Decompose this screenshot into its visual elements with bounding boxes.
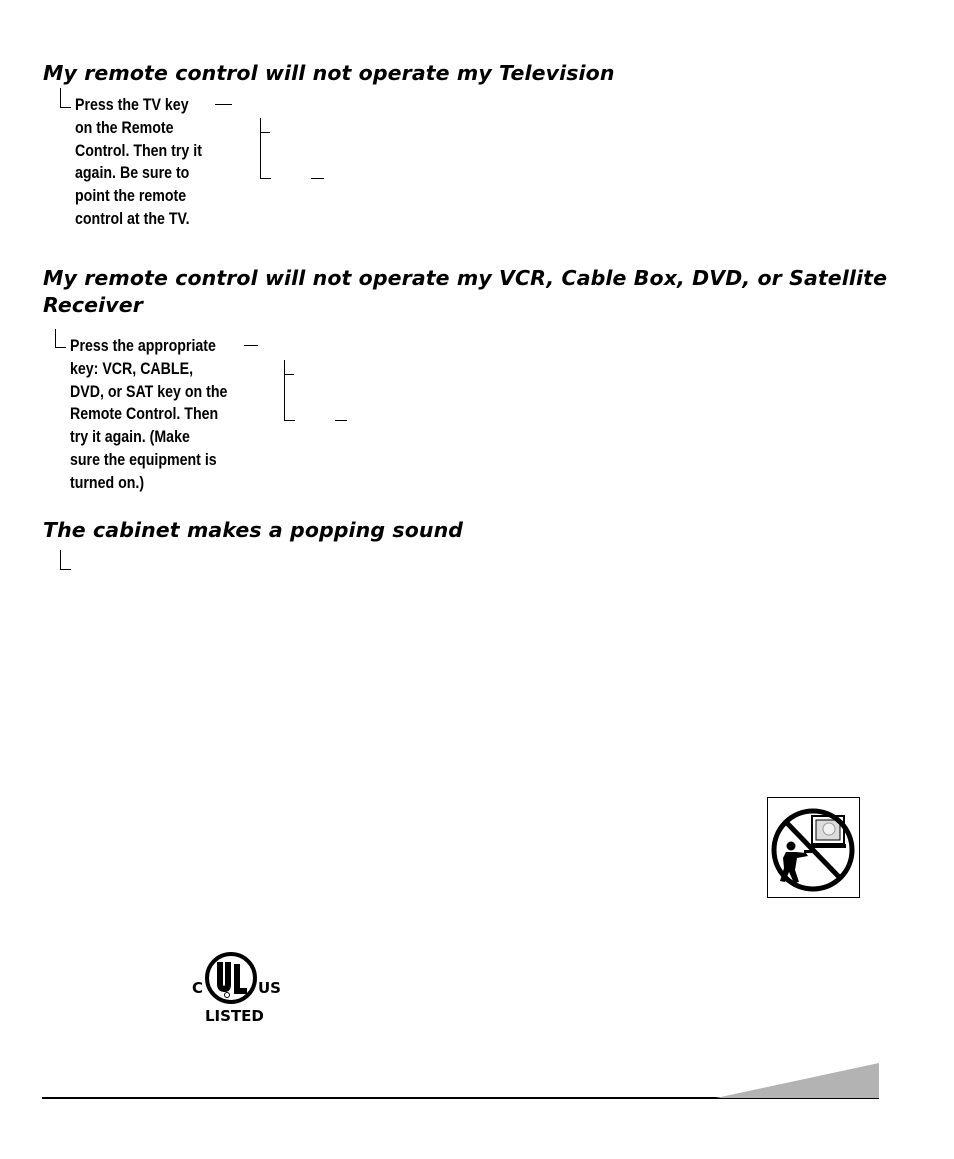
ul-logo-c: C: [192, 979, 204, 997]
flow-connector: [335, 420, 347, 421]
flow-branch-line: [260, 118, 261, 178]
flow-connector: [244, 345, 258, 346]
flow-connector: [311, 178, 324, 179]
section-heading-tv-remote: My remote control will not operate my Television: [43, 61, 615, 85]
no-child-climbing-tv-icon: [767, 797, 860, 898]
flow-bracket: [60, 88, 71, 108]
flow-connector: [215, 104, 232, 105]
flow-connector: [284, 374, 294, 375]
ul-listed-logo: [190, 950, 282, 1024]
flow-branch-line: [284, 360, 285, 420]
flow-bracket: [60, 550, 71, 570]
step-text-device-key: Press the appropriate key: VCR, CABLE, DVD, or SAT key on the Remote Control. Then try it again. (Make sure the equipment is turned on.): [70, 337, 228, 492]
flow-bracket: [55, 329, 66, 348]
step-text-tv-key: Press the TV key on the Remote Control. Then try it again. Be sure to point the remote control at the TV.: [75, 96, 202, 228]
section-heading-other-devices: My remote control will not operate my VCR, Cable Box, DVD, or Satellite Receiver: [43, 266, 888, 317]
section-heading-cabinet-popping: The cabinet makes a popping sound: [43, 518, 464, 542]
flow-connector: [260, 178, 271, 179]
flow-connector: [260, 132, 270, 133]
ul-logo-us: US: [258, 979, 281, 997]
flow-connector: [284, 420, 295, 421]
ul-logo-listed: LISTED: [205, 1007, 264, 1024]
footer-page-tab: [716, 1063, 879, 1098]
